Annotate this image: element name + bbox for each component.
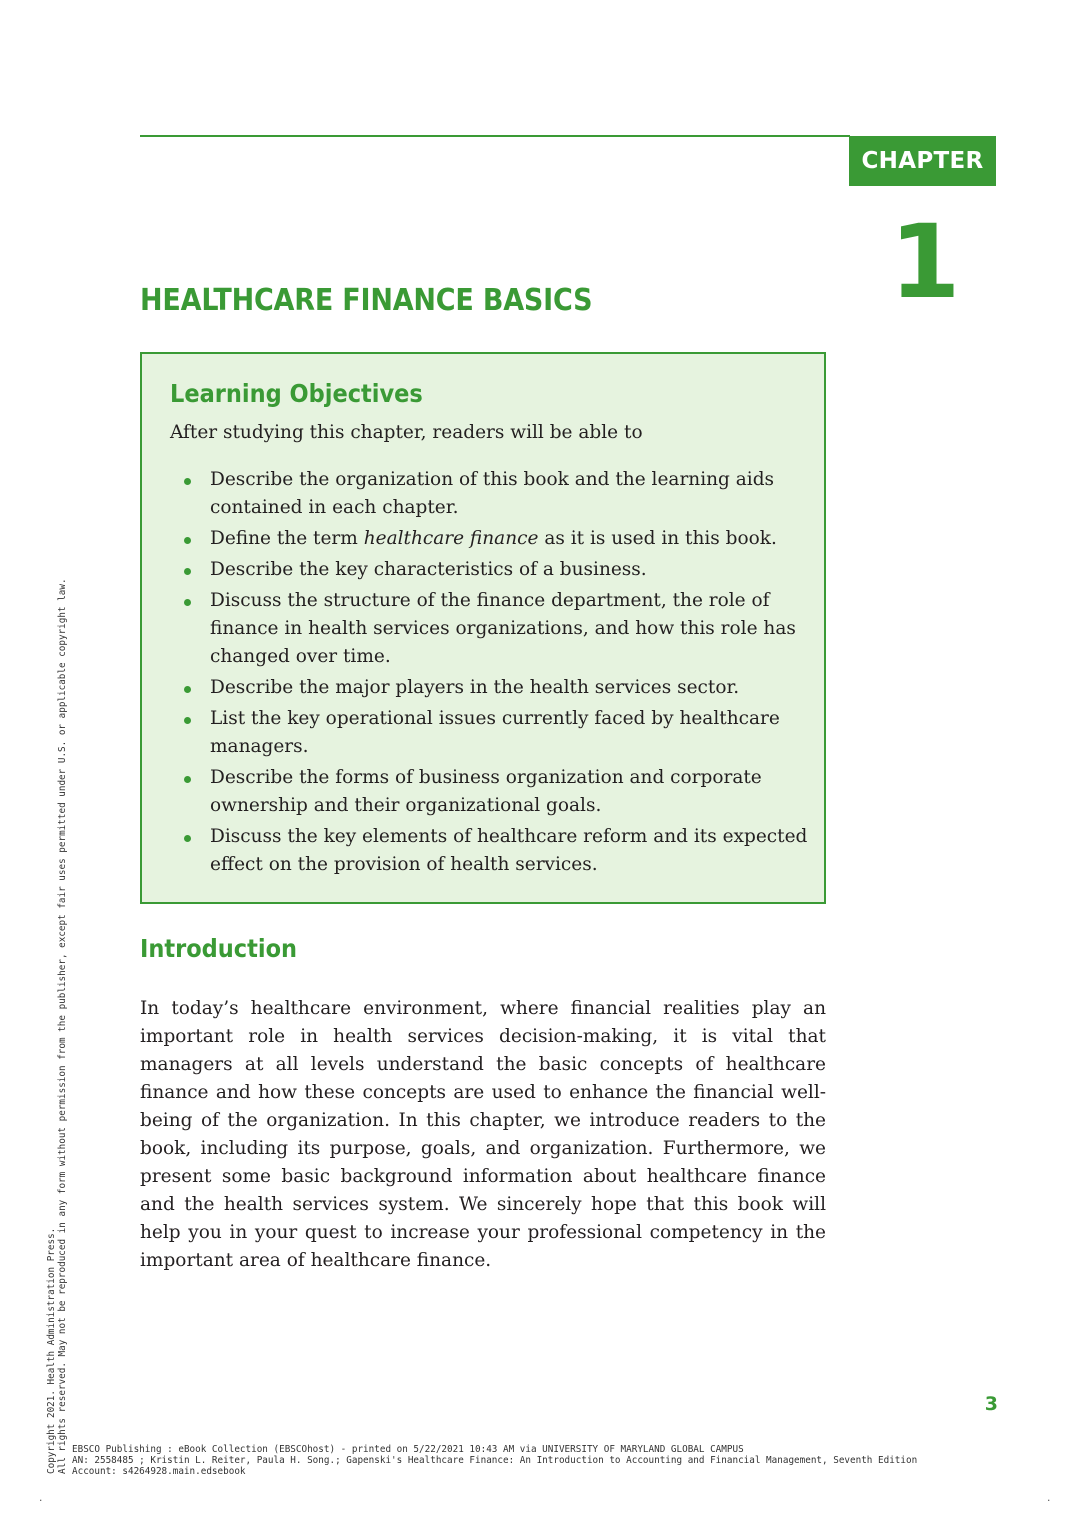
bullet-icon bbox=[184, 776, 191, 783]
objective-item: Discuss the key elements of healthcare reform and its expected effect on the provision of health services. bbox=[170, 823, 810, 879]
top-rule bbox=[140, 135, 850, 137]
learning-objectives-box bbox=[140, 352, 826, 904]
chapter-title: HEALTHCARE FINANCE BASICS bbox=[140, 283, 593, 318]
side-copyright-notice bbox=[46, 578, 68, 1474]
objective-item: Discuss the structure of the finance department, the role of finance in health services organizations, and how this role has changed over time. bbox=[170, 587, 810, 671]
objective-item: Describe the forms of business organization and corporate ownership and their organizational goals. bbox=[170, 764, 810, 820]
corner-mark: . bbox=[1046, 1494, 1052, 1504]
page-number: 3 bbox=[984, 1393, 998, 1415]
copyright-line: All rights reserved. May not be reproduced in any form without permission from the publisher, except fair uses permitted under U.S. or applicable copyright law. bbox=[57, 578, 68, 1474]
chapter-number: 1 bbox=[889, 203, 961, 322]
chapter-label: CHAPTER bbox=[849, 136, 996, 186]
introduction-paragraph: In today’s healthcare environment, where financial realities play an important role in health services decision-making, it is vital that managers at all levels understand the basic concepts of healthcare finance and how these concepts are used to enhance the financial well-being of the organization. In this chapter, we introduce readers to the book, including its purpose, goals, and organization. Furthermore, we present some basic background information about healthcare finance and the health services system. We sincerely hope that this book will help you in your quest to increase your professional competency in the important area of healthcare finance. bbox=[140, 998, 826, 1271]
ebsco-footer bbox=[72, 1444, 917, 1477]
objective-item: Describe the key characteristics of a business. bbox=[170, 556, 810, 584]
emphasized-term: healthcare finance bbox=[363, 528, 539, 549]
learning-objectives-intro: After studying this chapter, readers will be able to bbox=[170, 422, 643, 443]
bullet-icon bbox=[184, 568, 191, 575]
objective-item: Define the term healthcare finance as it is used in this book. bbox=[170, 525, 810, 553]
bullet-icon bbox=[184, 478, 191, 485]
objective-item: List the key operational issues currently faced by healthcare managers. bbox=[170, 705, 810, 761]
footer-line: EBSCO Publishing : eBook Collection (EBSCOhost) - printed on 5/22/2021 10:43 AM via UNIVERSITY OF MARYLAND GLOBAL CAMPUS bbox=[72, 1444, 744, 1455]
bullet-icon bbox=[184, 537, 191, 544]
corner-mark: . bbox=[38, 1494, 44, 1504]
bullet-icon bbox=[184, 835, 191, 842]
copyright-line: Copyright 2021. Health Administration Press. bbox=[46, 1227, 57, 1474]
objective-item: Describe the organization of this book and the learning aids contained in each chapter. bbox=[170, 466, 810, 522]
learning-objectives-list bbox=[170, 466, 810, 882]
footer-line: AN: 2558485 ; Kristin L. Reiter, Paula H. Song.; Gapenski's Healthcare Finance: An Introduction to Accounting and Financial Management, Seventh Edition bbox=[72, 1455, 918, 1466]
footer-line: Account: s4264928.main.edsebook bbox=[72, 1466, 246, 1477]
introduction-heading: Introduction bbox=[140, 934, 298, 963]
learning-objectives-heading: Learning Objectives bbox=[170, 379, 423, 408]
bullet-icon bbox=[184, 686, 191, 693]
bullet-icon bbox=[184, 717, 191, 724]
bullet-icon bbox=[184, 599, 191, 606]
objective-item: Describe the major players in the health services sector. bbox=[170, 674, 810, 702]
